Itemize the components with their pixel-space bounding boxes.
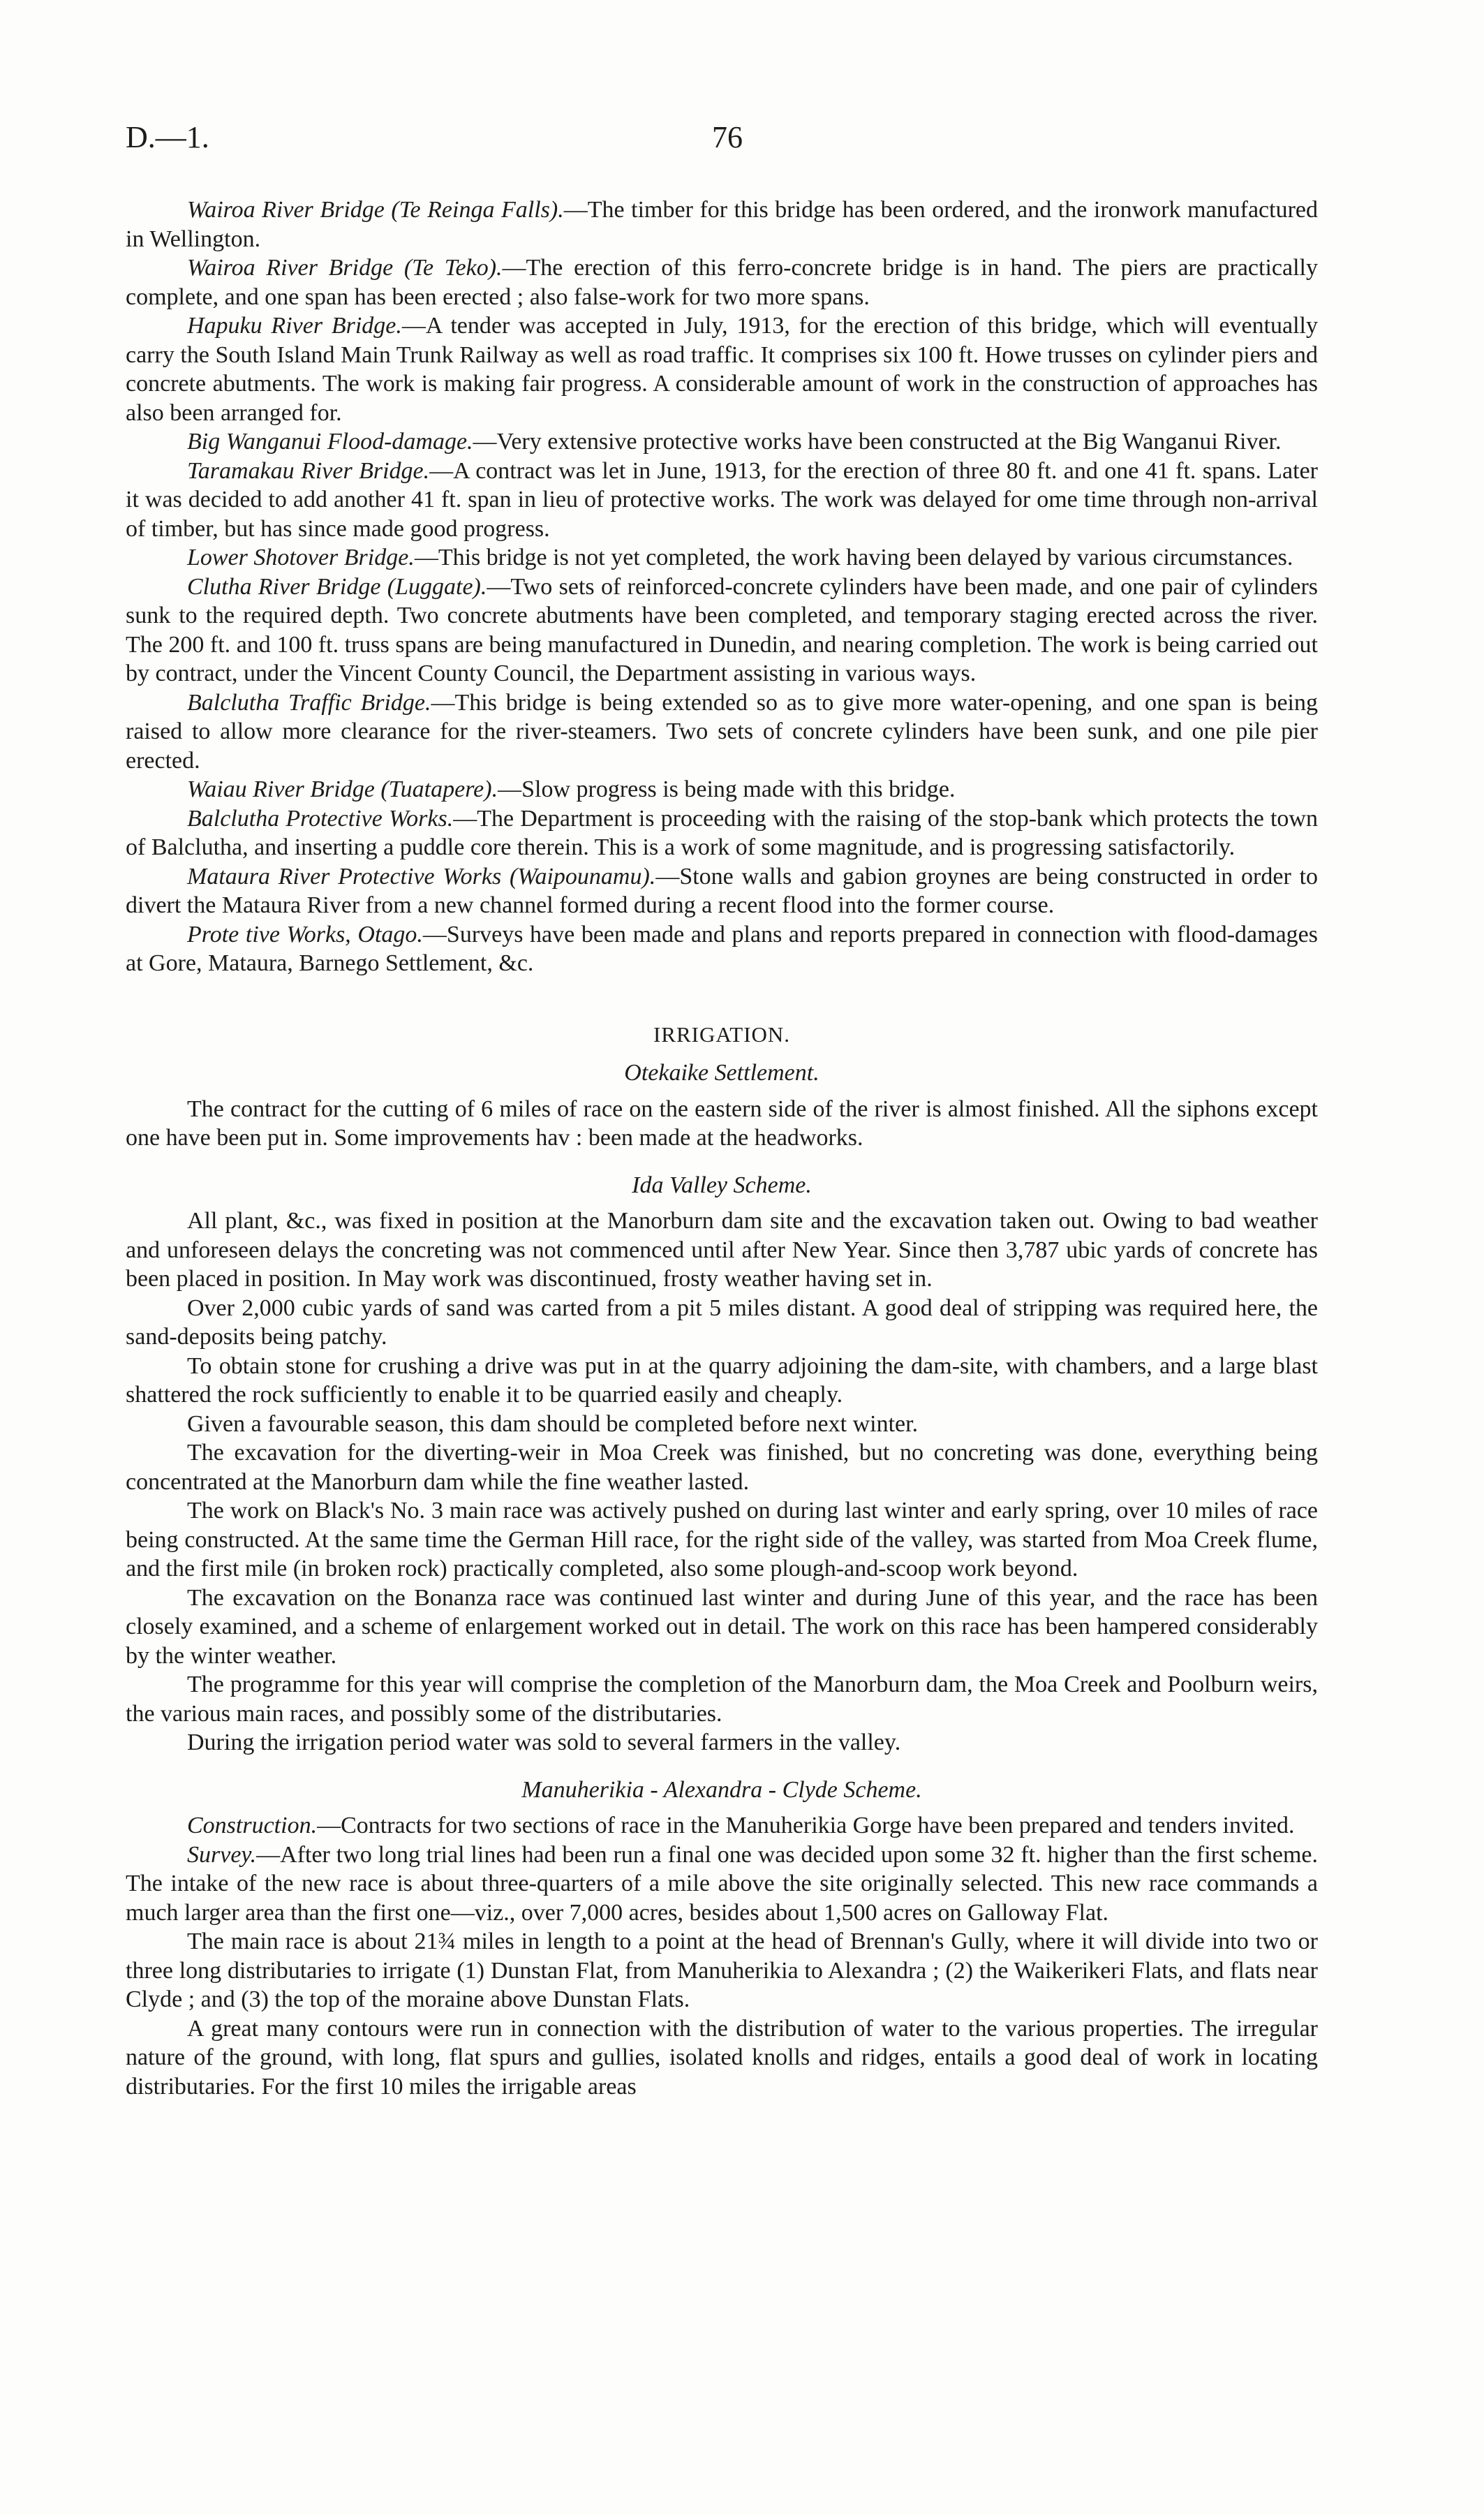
subsection-title-otekaike: Otekaike Settlement. bbox=[624, 1060, 819, 1086]
paragraph-ida-1: All plant, &c., was fixed in position at the Manorburn dam site and the excavation taken out. Owing to bad weather and unforeseen delays the concreting was not commenced until after New Year. Since then 3,787 ubic yards of concrete has been placed in position. In May work was discontinued, frosty weather having set in. bbox=[126, 1208, 1318, 1292]
paragraph-ida-7: The excavation on the Bonanza race was continued last winter and during June of this year, and the race has been closely examined, and a scheme of enlargement worked out in detail. The work on this race has been hampered considerably by the winter weather. bbox=[126, 1584, 1318, 1669]
paragraph-ida-4: Given a favourable season, this dam should be completed before next winter. bbox=[187, 1410, 919, 1437]
paragraph-balclutha-protective: Balclutha Protective Works.—The Department is proceeding with the raising of the stop-bank which protects the town of Balclutha, and inserting a puddle core therein. This is a work of some magnitude, and is progressing satisfactorily. bbox=[126, 805, 1318, 860]
paragraph-hapuku: Hapuku River Bridge.—A tender was accepted in July, 1913, for the erection of this bridge, which will eventually carry the South Island Main Trunk Railway as well as road traffic. It comprises six 100 ft. Howe trusses on cylinder piers and concrete abutments. The work is making fair progress. A considerable amount of work in the construction of approaches has also been arranged for. bbox=[126, 313, 1318, 426]
subsection-title-ida-valley: Ida Valley Scheme. bbox=[632, 1172, 812, 1198]
paragraph-taramakau: Taramakau River Bridge.—A contract was let in June, 1913, for the erection of three 80 ft. and one 41 ft. spans. Later it was decided to add another 41 ft. span in lieu of protective works. The work was delayed for ome time through non-arrival of timber, but has since made good progress. bbox=[126, 457, 1318, 542]
paragraph-balclutha-bridge: Balclutha Traffic Bridge.—This bridge is being extended so as to give more water-opening, and one span is being raised to allow more clearance for the river-steamers. Two sets of concrete cylinders have been sunk, and one pile pier erected. bbox=[126, 689, 1318, 774]
paragraph-otekaike: The contract for the cutting of 6 miles of race on the eastern side of the river is almost finished. All the siphons except one have been put in. Some improvements hav : been made at the headworks. bbox=[126, 1096, 1318, 1151]
section-title-irrigation: IRRIGATION. bbox=[653, 1022, 791, 1047]
paragraph-construction: Construction.—Contracts for two sections of race in the Manuherikia Gorge have been prepared and tenders invited. bbox=[187, 1813, 1295, 1838]
paragraph-clutha: Clutha River Bridge (Luggate).—Two sets of reinforced-concrete cylinders have been made, and one pair of cylinders sunk to the required depth. Two concrete abutments have been completed, and temporary staging erected across the river. The 200 ft. and 100 ft. truss spans are being manufactured in Dunedin, and nearing completion. The work is being carried out by contract, under the Vincent County Council, the Department assisting in various ways. bbox=[126, 573, 1318, 686]
paragraph-ida-3: To obtain stone for crushing a drive was put in at the quarry adjoining the dam-site, with chambers, and a large blast shattered the rock sufficiently to enable it to be quarried easily and cheaply. bbox=[126, 1352, 1318, 1408]
paragraph-lower-shotover: Lower Shotover Bridge.—This bridge is not yet completed, the work having been delayed by various circumstances. bbox=[187, 545, 1293, 570]
paragraph-survey: Survey.—After two long trial lines had been run a final one was decided upon some 32 ft. higher than the first scheme. The intake of the new race is about three-quarters of a mile above the site originally selected. This new race commands a much larger area than the first one—viz., over 7,000 acres, besides about 1,500 acres on Galloway Flat. bbox=[126, 1841, 1318, 1926]
paragraph-big-wanganui: Big Wanganui Flood-damage.—Very extensive protective works have been constructed at the Big Wanganui River. bbox=[187, 429, 1282, 455]
body-text bbox=[126, 196, 1318, 2101]
paragraph-ida-6: The work on Black's No. 3 main race was actively pushed on during last winter and early spring, over 10 miles of race being constructed. At the same time the German Hill race, for the right side of the valley, was started from Moa Creek flume, and the first mile (in broken rock) practically completed, also some plough-and-scoop work beyond. bbox=[126, 1498, 1318, 1581]
paragraph-main-race: The main race is about 21¾ miles in length to a point at the head of Brennan's Gully, where it will divide into two or three long distributaries to irrigate (1) Dunstan Flat, from Manuherikia to Alexandra ; (2) the Waikerikeri Flats, and flats near Clyde ; and (3) the top of the moraine above Dunstan Flats. bbox=[126, 1928, 1318, 2012]
paragraph-te-reinga: Wairoa River Bridge (Te Reinga Falls).—The timber for this bridge has been ordered, and the ironwork manufactured in Wellington. bbox=[126, 197, 1318, 252]
paragraph-ida-9: During the irrigation period water was sold to several farmers in the valley. bbox=[187, 1729, 901, 1755]
paragraph-mataura: Mataura River Protective Works (Waipounamu).—Stone walls and gabion groynes are being constructed in order to divert the Mataura River from a new channel formed during a recent flood into the former course. bbox=[126, 863, 1319, 918]
subsection-title-manuherikia: Manuherikia - Alexandra - Clyde Scheme. bbox=[521, 1776, 922, 1803]
page-number: 76 bbox=[712, 120, 743, 154]
paragraph-contours: A great many contours were run in connection with the distribution of water to the various properties. The irregular nature of the ground, with long, flat spurs and gullies, isolated knolls and ridges, entails a good deal of work in locating distributaries. For the first 10 miles the irrigable areas bbox=[126, 2015, 1318, 2100]
paragraph-otago-protective: Prote tive Works, Otago.—Surveys have been made and plans and reports prepared in connection with flood-damages at Gore, Mataura, Barnego Settlement, &c. bbox=[126, 921, 1318, 976]
paragraph-ida-8: The programme for this year will comprise the completion of the Manorburn dam, the Moa Creek and Poolburn weirs, the various main races, and possibly some of the distributaries. bbox=[126, 1672, 1318, 1727]
paragraph-waiau: Waiau River Bridge (Tuatapere).—Slow progress is being made with this bridge. bbox=[187, 776, 956, 802]
paragraph-te-teko: Wairoa River Bridge (Te Teko).—The erection of this ferro-concrete bridge is in hand. The piers are practically complete, and one span has been erected ; also false-work for two more spans. bbox=[126, 255, 1318, 310]
page-header bbox=[126, 120, 1318, 165]
paragraph-ida-5: The excavation for the diverting-weir in Moa Creek was finished, but no concreting was done, everything being concentrated at the Manorburn dam while the fine weather lasted. bbox=[126, 1440, 1318, 1495]
paragraph-ida-2: Over 2,000 cubic yards of sand was carted from a pit 5 miles distant. A good deal of stripping was required here, the sand-deposits being patchy. bbox=[126, 1295, 1318, 1350]
document-reference: D.—1. bbox=[126, 120, 209, 154]
